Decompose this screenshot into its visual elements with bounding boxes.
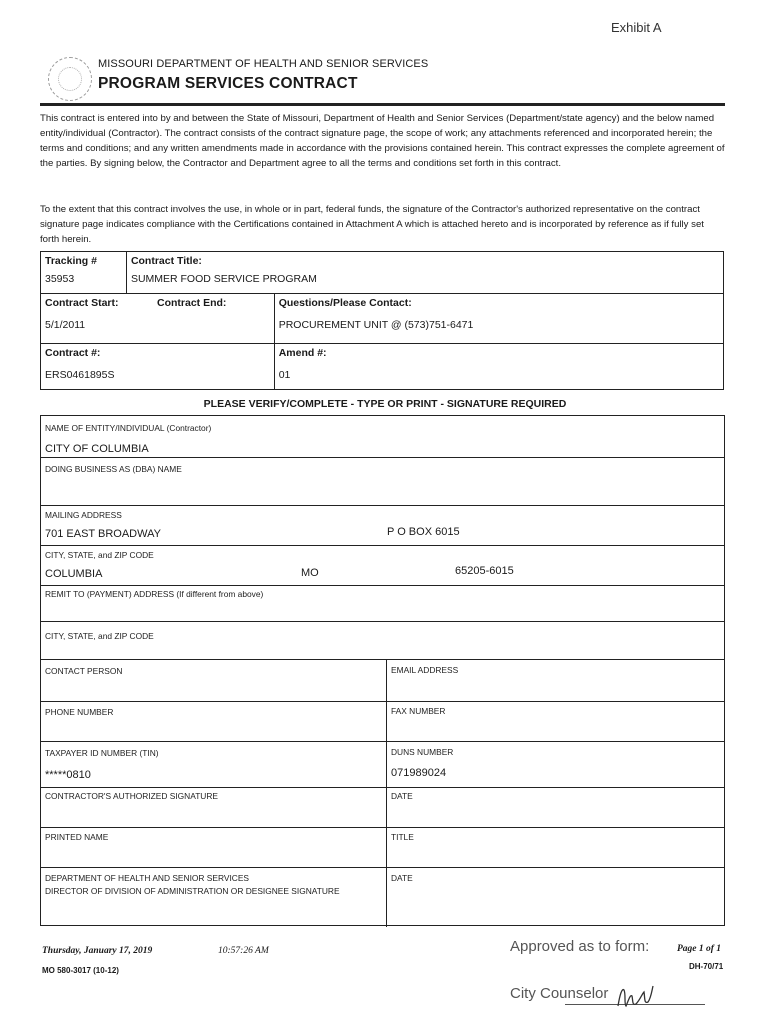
remit-label: REMIT TO (PAYMENT) ADDRESS (If different from above) [45, 589, 264, 599]
amend-label: Amend #: [278, 347, 327, 359]
title-divider [40, 103, 725, 106]
contract-end-label: Contract End: [157, 297, 227, 309]
department-signature-label-2: DIRECTOR OF DIVISION OF ADMINISTRATION OR DESIGNEE SIGNATURE [45, 886, 340, 896]
federal-funds-paragraph: To the extent that this contract involves the use, in whole or in part, federal funds, the signature of the Contractor's authorized representative on the contract signature page indicates compliance with the Certifications contained in Attachment A which is attached hereto and is incorporated by reference as if fully set forth herein. [40, 204, 704, 245]
contract-info-table [40, 251, 724, 390]
contract-number-label: Contract #: [45, 347, 101, 359]
exhibit-label: Exhibit A [611, 20, 662, 35]
dh-code: DH-70/71 [689, 962, 724, 971]
entity-label: NAME OF ENTITY/INDIVIDUAL (Contractor) [45, 423, 212, 433]
contact-cell [274, 294, 723, 344]
intro-paragraph: This contract is entered into by and between the State of Missouri, Department of Health and Senior Services (Department/state agency) and the below named entity/individual (Contractor). The contract consists of the contract signature page, the scope of work; any attachments referenced and incorporated herein; the terms and conditions; and any written amendments made in accordance with the provisions contained herein. This contract expresses the complete agreement of the parties. By signing below, the Contractor and Department agree to all the terms and conditions set forth in this contract. [40, 113, 725, 169]
column-divider [386, 702, 387, 741]
verify-heading: PLEASE VERIFY/COMPLETE - TYPE OR PRINT - SIGNATURE REQUIRED [203, 398, 567, 410]
contract-dates-cell [41, 294, 275, 344]
amend-value: 01 [278, 369, 291, 381]
city-field[interactable]: COLUMBIA [45, 568, 103, 580]
state-field[interactable]: MO [301, 567, 319, 579]
remit-city-state-zip-label: CITY, STATE, and ZIP CODE [45, 631, 154, 641]
mailing-label: MAILING ADDRESS [45, 510, 122, 520]
department-signature-label-1: DEPARTMENT OF HEALTH AND SENIOR SERVICES [45, 873, 249, 883]
document-title: PROGRAM SERVICES CONTRACT [98, 75, 358, 92]
mailing-row [41, 506, 724, 546]
city-state-zip-row [41, 546, 724, 586]
column-divider [386, 828, 387, 867]
contract-number-cell [41, 344, 275, 390]
title-label: TITLE [391, 832, 414, 842]
column-divider [386, 788, 387, 827]
tracking-cell [41, 252, 127, 294]
printed-name-row [41, 828, 724, 868]
department-signature-row [41, 868, 724, 927]
amend-cell [274, 344, 723, 390]
column-divider [386, 868, 387, 927]
column-divider [386, 742, 387, 787]
dba-field[interactable] [45, 484, 645, 498]
contract-title-cell [126, 252, 723, 294]
remit-row [41, 586, 724, 622]
department-name: MISSOURI DEPARTMENT OF HEALTH AND SENIOR SERVICES [98, 58, 429, 70]
approved-stamp: Approved as to form: [510, 938, 650, 955]
column-divider [386, 660, 387, 701]
duns-label: DUNS NUMBER [391, 747, 454, 757]
phone-row [41, 702, 724, 742]
tin-field[interactable]: *****0810 [45, 769, 91, 781]
duns-field[interactable]: 071989024 [391, 767, 447, 779]
fax-label: FAX NUMBER [391, 706, 446, 716]
signature-row [41, 788, 724, 828]
print-time: 10:57:26 AM [218, 946, 269, 956]
po-box-field[interactable]: P O BOX 6015 [387, 526, 460, 538]
contract-title-label: Contract Title: [130, 255, 202, 267]
contract-title-value: SUMMER FOOD SERVICE PROGRAM [130, 273, 317, 285]
signature-date-label: DATE [391, 791, 413, 801]
entity-row [41, 416, 724, 458]
contact-person-label: CONTACT PERSON [45, 666, 123, 676]
state-seal-icon [48, 57, 92, 101]
contract-number-value: ERS0461895S [45, 369, 115, 381]
phone-label: PHONE NUMBER [45, 707, 114, 717]
tracking-value: 35953 [45, 273, 75, 285]
contact-value: PROCUREMENT UNIT @ (573)751-6471 [278, 319, 474, 331]
page-number: Page 1 of 1 [677, 944, 722, 954]
entity-field[interactable]: CITY OF COLUMBIA [45, 443, 149, 455]
form-number: MO 580-3017 (10-12) [42, 966, 119, 975]
handwritten-initials-signature [614, 980, 656, 1014]
contractor-signature-label: CONTRACTOR'S AUTHORIZED SIGNATURE [45, 791, 218, 801]
contract-start-value: 5/1/2011 [45, 319, 86, 331]
city-counselor-label: City Counselor [510, 985, 609, 1002]
mailing-address-field[interactable]: 701 EAST BROADWAY [45, 528, 161, 540]
tracking-label: Tracking # [45, 255, 97, 267]
city-state-zip-label: CITY, STATE, and ZIP CODE [45, 550, 154, 560]
contact-label: Questions/Please Contact: [278, 297, 412, 309]
dba-label: DOING BUSINESS AS (DBA) NAME [45, 464, 182, 474]
remit-city-state-zip-row [41, 622, 724, 660]
tin-row [41, 742, 724, 788]
contact-row [41, 660, 724, 702]
department-date-label: DATE [391, 873, 413, 883]
zip-field[interactable]: 65205-6015 [455, 565, 514, 577]
contractor-form [40, 415, 725, 926]
email-label: EMAIL ADDRESS [391, 665, 459, 675]
printed-name-label: PRINTED NAME [45, 832, 109, 842]
contract-start-label: Contract Start: [45, 297, 119, 309]
dba-row [41, 458, 724, 506]
tin-label: TAXPAYER ID NUMBER (TIN) [45, 748, 159, 758]
print-date: Thursday, January 17, 2019 [42, 946, 153, 956]
